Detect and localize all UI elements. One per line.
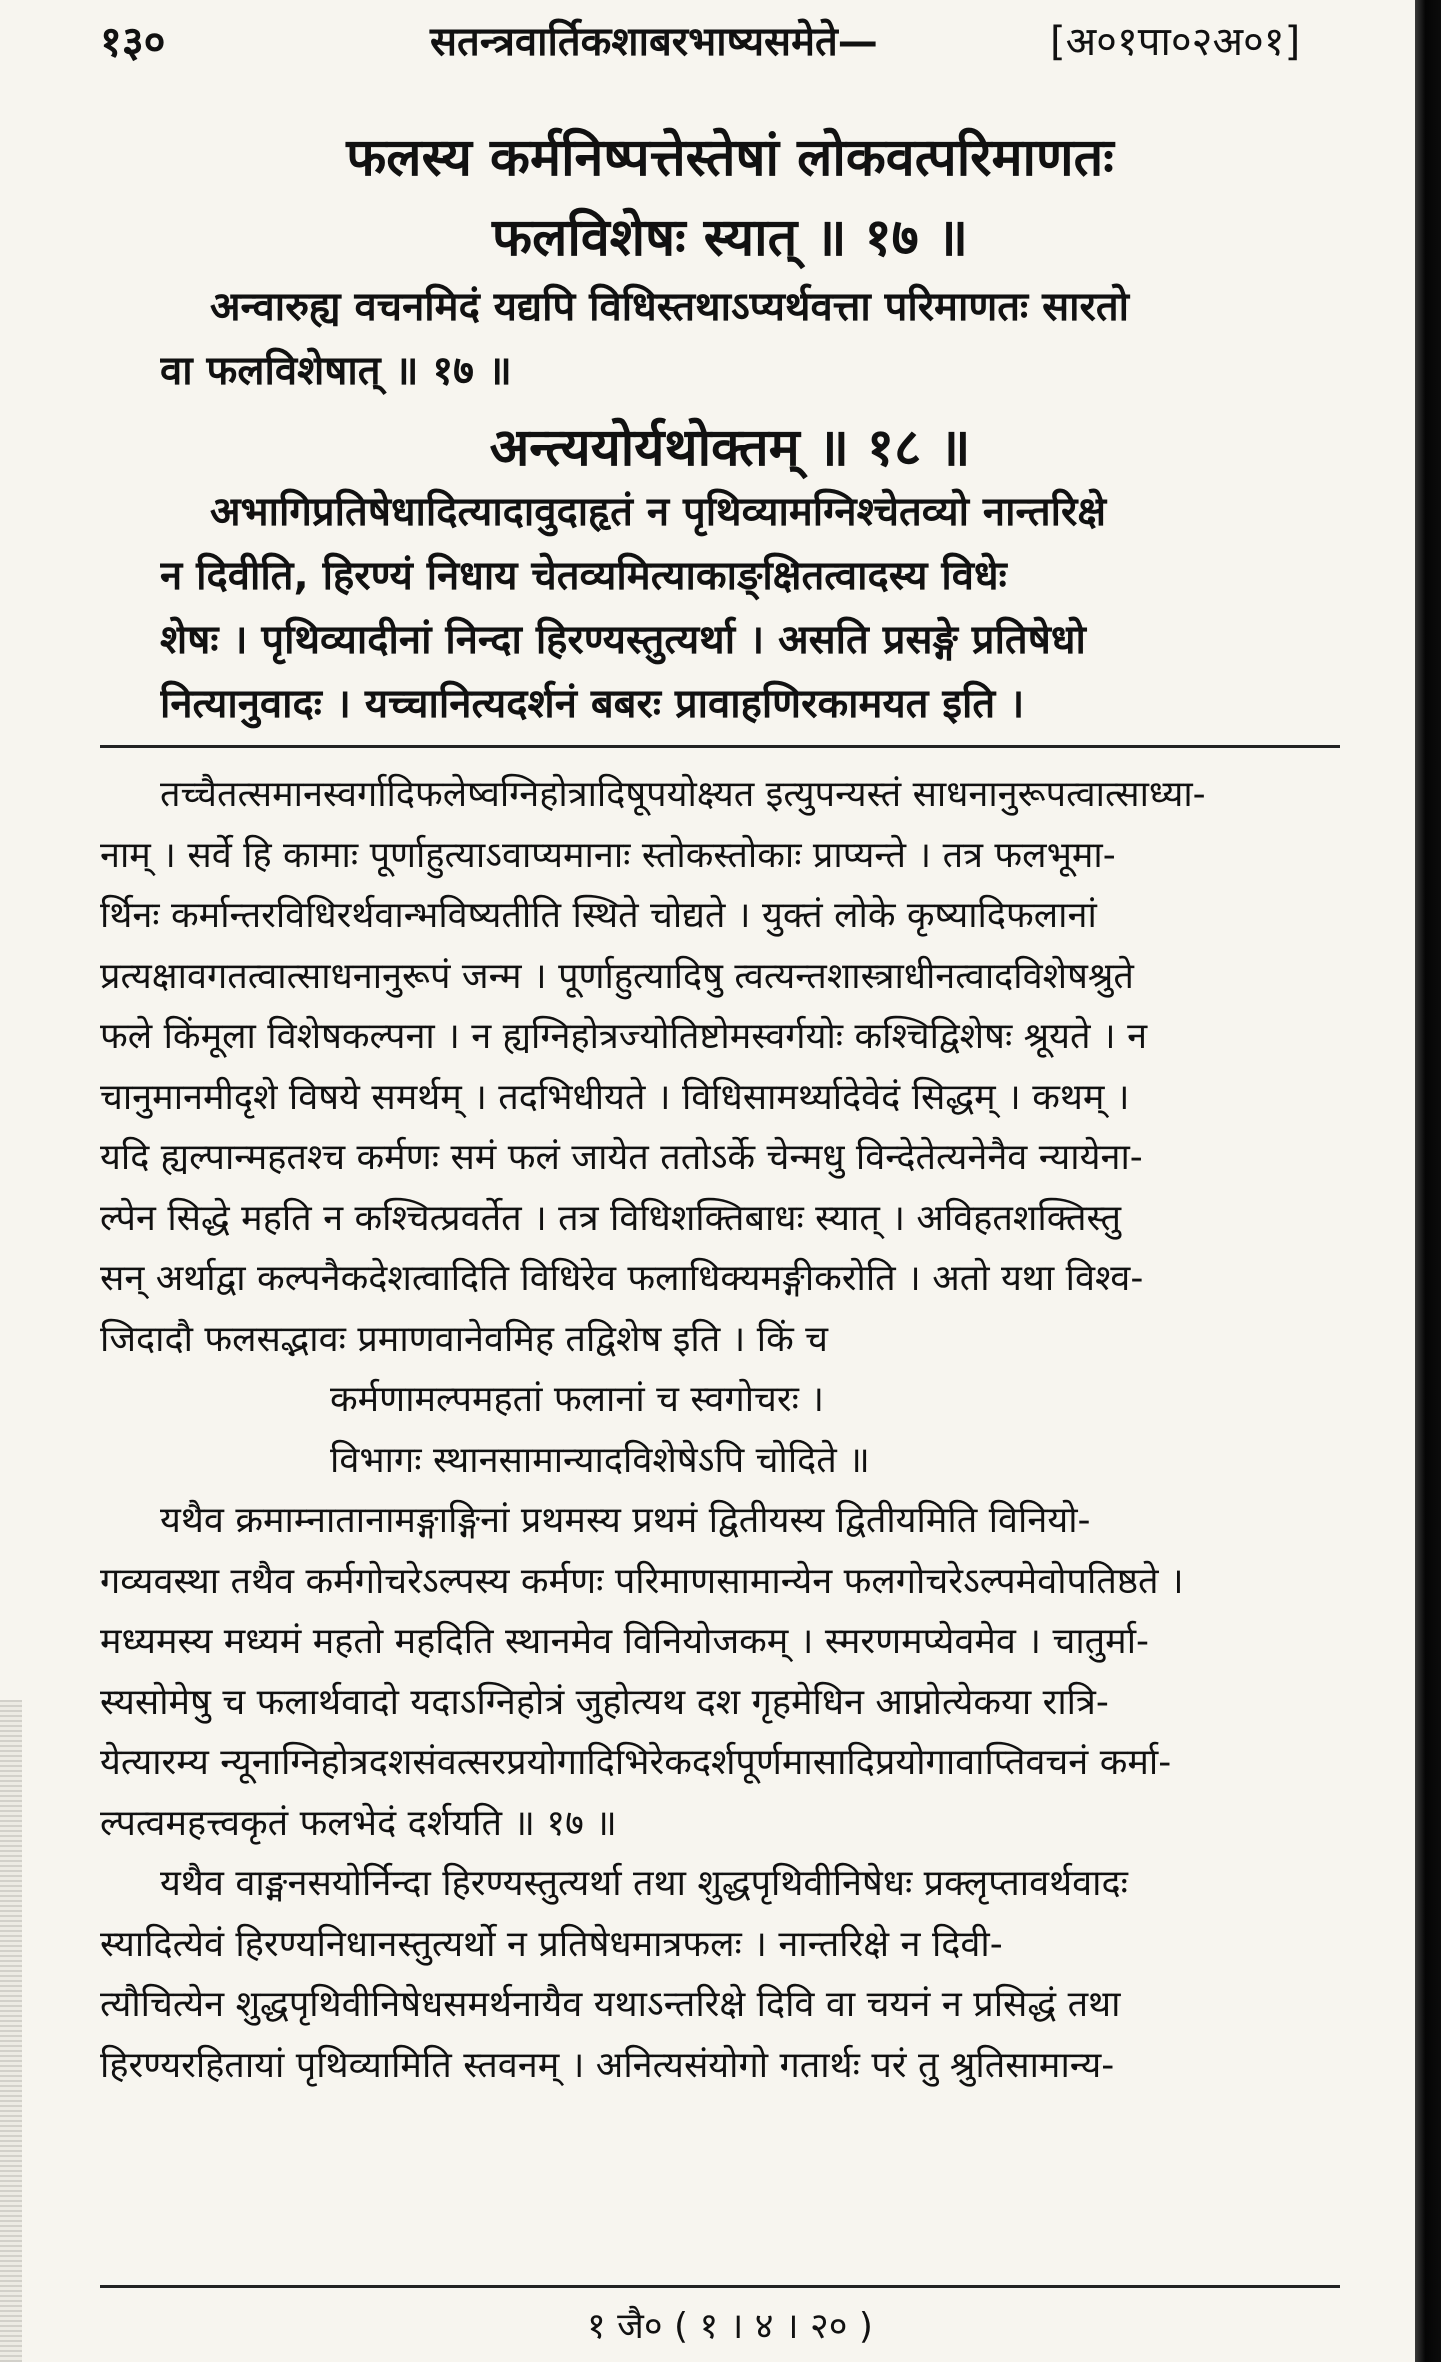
page-header bbox=[100, 6, 1360, 76]
commentary-line: येत्यारम्य न्यूनाग्निहोत्रदशसंवत्सरप्रयोगादिभिरेकदर्शपूर्णमासादिप्रयोगावाप्तिवचनं कर्मा- bbox=[100, 1742, 1172, 1783]
commentary-line: गव्यवस्था तथैव कर्मगोचरेऽल्पस्य कर्मणः परिमाणसामान्येन फलगोचरेऽल्पमेवोपतिष्ठते । bbox=[100, 1560, 1184, 1602]
sutra-18: अन्त्ययोर्यथोक्तम् ॥ १८ ॥ bbox=[489, 418, 971, 478]
commentary-line: यदि ह्यल्पान्महतश्च कर्मणः समं फलं जायेत ततोऽर्के चेन्मधु विन्देतेत्यनेनैव न्यायेना- bbox=[100, 1137, 1143, 1178]
scan-edge-right bbox=[1415, 0, 1441, 2362]
section-reference: [अ०१पा०२अ०१] bbox=[1050, 19, 1301, 65]
verse-line: कर्मणामल्पमहतां फलानां च स्वगोचरः । bbox=[330, 1379, 824, 1420]
bhashya-line: अन्वारुह्य वचनमिदं यद्यपि विधिस्तथाऽप्यर्थवत्ता परिमाणतः सारतो bbox=[210, 284, 1129, 330]
page bbox=[100, 0, 1360, 2362]
commentary-line: स्यसोमेषु च फलार्थवादो यदाऽग्निहोत्रं जुहोत्यथ दश गृहमेधिन आप्नोत्येकया रात्रि- bbox=[100, 1681, 1109, 1723]
running-title: सतन्त्रवार्तिकशाबरभाष्यसमेते— bbox=[430, 19, 878, 65]
commentary-line: चानुमानमीदृशे विषये समर्थम् । तदभिधीयते । विधिसामर्थ्यादेवेदं सिद्धम् । कथम् । bbox=[100, 1076, 1130, 1118]
commentary-line: सन् अर्थाद्वा कल्पनैकदेशत्वादिति विधिरेव फलाधिक्यमङ्गीकरोति । अतो यथा विश्व- bbox=[100, 1258, 1144, 1299]
section-divider bbox=[100, 745, 1340, 748]
commentary-line: फले किंमूला विशेषकल्पना । न ह्यग्निहोत्रज्योतिष्टोमस्वर्गयोः कश्चिद्विशेषः श्रूयते । न bbox=[100, 1016, 1148, 1057]
tantravartika-commentary bbox=[100, 765, 1350, 2096]
footer-divider bbox=[100, 2285, 1340, 2288]
page-number: १३० bbox=[100, 17, 166, 66]
commentary-line: ल्पत्वमहत्त्वकृतं फलभेदं दर्शयति ॥ १७ ॥ bbox=[100, 1802, 617, 1844]
bhashya-line: न दिवीति, हिरण्यं निधाय चेतव्यमित्याकाङ्क्षितत्वादस्य विधेः bbox=[160, 553, 1007, 599]
commentary-line: नाम् । सर्वे हि कामाः पूर्णाहुत्याऽवाप्यमानाः स्तोकस्तोकाः प्राप्यन्ते । तत्र फलभूमा- bbox=[100, 834, 1116, 876]
commentary-line: र्थिनः कर्मान्तरविधिरर्थवान्भविष्यतीति स्थिते चोद्यते । युक्तं लोके कृष्यादिफलानां bbox=[100, 895, 1097, 936]
commentary-line: मध्यमस्य मध्यमं महतो महदिति स्थानमेव विनियोजकम् । स्मरणमप्येवमेव । चातुर्मा- bbox=[100, 1621, 1150, 1662]
verse-line: विभागः स्थानसामान्यादविशेषेऽपि चोदिते ॥ bbox=[330, 1439, 870, 1481]
sutra-17-line-1: फलस्य कर्मनिष्पत्तेस्तेषां लोकवत्परिमाणतः bbox=[346, 128, 1114, 188]
commentary-line: प्रत्यक्षावगतत्वात्साधनानुरूपं जन्म । पूर्णाहुत्यादिषु त्वत्यन्तशास्त्राधीनत्वादविशेषश्रुते bbox=[100, 955, 1134, 997]
commentary-line: यथैव क्रमाम्नातानामङ्गाङ्गिनां प्रथमस्य प्रथमं द्वितीयस्य द्वितीयमिति विनियो- bbox=[160, 1500, 1091, 1541]
bhashya-17 bbox=[160, 275, 1330, 403]
printer-signature: १ जै० ( १ । ४ । २० ) bbox=[587, 2306, 873, 2347]
bhashya-18 bbox=[160, 480, 1330, 736]
commentary-line: हिरण्यरहितायां पृथिव्यामिति स्तवनम् । अनित्यसंयोगो गतार्थः परं तु श्रुतिसामान्य- bbox=[100, 2044, 1115, 2086]
commentary-line: स्यादित्येवं हिरण्यनिधानस्तुत्यर्थो न प्रतिषेधमात्रफलः । नान्तरिक्षे न दिवी- bbox=[100, 1923, 1003, 1965]
sutra-17-line-2: फलविशेषः स्यात् ॥ १७ ॥ bbox=[492, 208, 968, 268]
commentary-line: यथैव वाङ्मनसयोर्निन्दा हिरण्यस्तुत्यर्था तथा शुद्धपृथिवीनिषेधः प्रक्लृप्तावर्थवादः bbox=[160, 1863, 1128, 1904]
commentary-line: ल्पेन सिद्धे महति न कश्चित्प्रवर्तेत । तत्र विधिशक्तिबाधः स्यात् । अविहतशक्तिस्तु bbox=[100, 1197, 1122, 1239]
bhashya-line: नित्यानुवादः । यच्चानित्यदर्शनं बबरः प्रावाहणिरकामयत इति । bbox=[160, 681, 1025, 727]
commentary-line: तच्चैतत्समानस्वर्गादिफलेष्वग्निहोत्रादिषूपयोक्ष्यत इत्युपन्यस्तं साधनानुरूपत्वात्साध्या- bbox=[160, 774, 1206, 815]
bhashya-line: वा फलविशेषात् ॥ १७ ॥ bbox=[160, 348, 512, 394]
scan-edge-left bbox=[0, 1700, 22, 2362]
bhashya-line: शेषः । पृथिव्यादीनां निन्दा हिरण्यस्तुत्यर्था । असति प्रसङ्गे प्रतिषेधो bbox=[160, 617, 1086, 663]
bhashya-line: अभागिप्रतिषेधादित्यादावुदाहृतं न पृथिव्यामग्निश्चेतव्यो नान्तरिक्षे bbox=[210, 489, 1107, 535]
commentary-line: जिदादौ फलसद्भावः प्रमाणवानेवमिह तद्विशेष इति । किं च bbox=[100, 1318, 829, 1360]
commentary-line: त्यौचित्येन शुद्धपृथिवीनिषेधसमर्थनायैव यथाऽन्तरिक्षे दिवि वा चयनं न प्रसिद्धं तथा bbox=[100, 1984, 1121, 2025]
